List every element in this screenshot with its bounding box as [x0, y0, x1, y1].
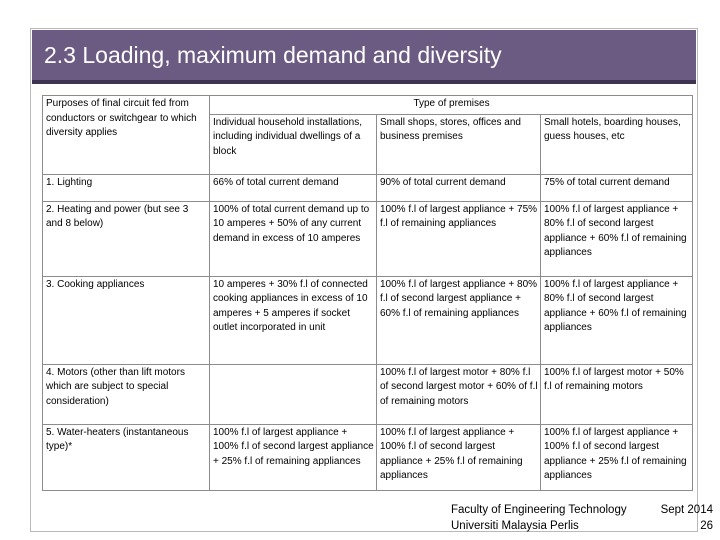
table-row	[43, 174, 693, 201]
footer-page-number: 26	[700, 520, 713, 532]
header-type-of-premises: Type of premises	[210, 96, 693, 115]
table-row	[43, 364, 693, 424]
header-hotels: Small hotels, boarding houses, guess houses, etc	[541, 114, 693, 174]
cell-purpose: 1. Lighting	[43, 174, 210, 201]
footer-date: Sept 2014	[660, 504, 713, 516]
cell-household: 100% f.l of largest appliance + 100% f.l of second largest appliance + 25% f.l of remaining appliances	[210, 424, 377, 490]
header-purpose: Purposes of final circuit fed from conductors or switchgear to which diversity applies	[43, 96, 210, 175]
footer-line-1	[451, 502, 713, 518]
table-row	[43, 424, 693, 490]
cell-hotels: 75% of total current demand	[541, 174, 693, 201]
cell-shops: 90% of total current demand	[377, 174, 541, 201]
cell-purpose: 4. Motors (other than lift motors which are subject to special consideration)	[43, 364, 210, 424]
cell-shops: 100% f.l of largest motor + 80% f.l of second largest motor + 60% of f.l of remaining motors	[377, 364, 541, 424]
cell-household: 10 amperes + 30% f.l of connected cooking appliances in excess of 10 amperes + 5 amperes if socket outlet incorporated in unit	[210, 276, 377, 364]
cell-hotels: 100% f.l of largest appliance + 100% f.l of second largest appliance + 25% f.l of remaining appliances	[541, 424, 693, 490]
footer	[451, 502, 713, 534]
cell-household: 100% of total current demand up to 10 amperes + 50% of any current demand in excess of 10 amperes	[210, 201, 377, 276]
cell-shops: 100% f.l of largest appliance + 75% f.l of remaining appliances	[377, 201, 541, 276]
cell-purpose: 2. Heating and power (but see 3 and 8 below)	[43, 201, 210, 276]
cell-hotels: 100% f.l of largest appliance + 80% f.l of second largest appliance + 60% f.l of remaining appliances	[541, 201, 693, 276]
footer-line-2	[451, 518, 713, 534]
cell-household	[210, 364, 377, 424]
cell-purpose: 3. Cooking appliances	[43, 276, 210, 364]
title-bar	[32, 30, 696, 84]
cell-hotels: 100% f.l of largest appliance + 80% f.l of second largest appliance + 60% f.l of remaining appliances	[541, 276, 693, 364]
header-shops: Small shops, stores, offices and business premises	[377, 114, 541, 174]
footer-faculty: Faculty of Engineering Technology	[451, 504, 627, 516]
cell-purpose: 5. Water-heaters (instantaneous type)*	[43, 424, 210, 490]
cell-shops: 100% f.l of largest appliance + 80% f.l of second largest appliance + 60% f.l of remaining appliances	[377, 276, 541, 364]
cell-household: 66% of total current demand	[210, 174, 377, 201]
header-household: Individual household installations, including individual dwellings of a block	[210, 114, 377, 174]
table-row	[43, 201, 693, 276]
table-header-row	[43, 96, 693, 115]
diversity-table	[42, 95, 693, 491]
footer-university: Universiti Malaysia Perlis	[451, 520, 579, 532]
cell-shops: 100% f.l of largest appliance + 100% f.l of second largest appliance + 25% f.l of remaining appliances	[377, 424, 541, 490]
cell-hotels: 100% f.l of largest motor + 50% f.l of remaining motors	[541, 364, 693, 424]
table-row	[43, 276, 693, 364]
slide-title: 2.3 Loading, maximum demand and diversity	[44, 42, 502, 68]
